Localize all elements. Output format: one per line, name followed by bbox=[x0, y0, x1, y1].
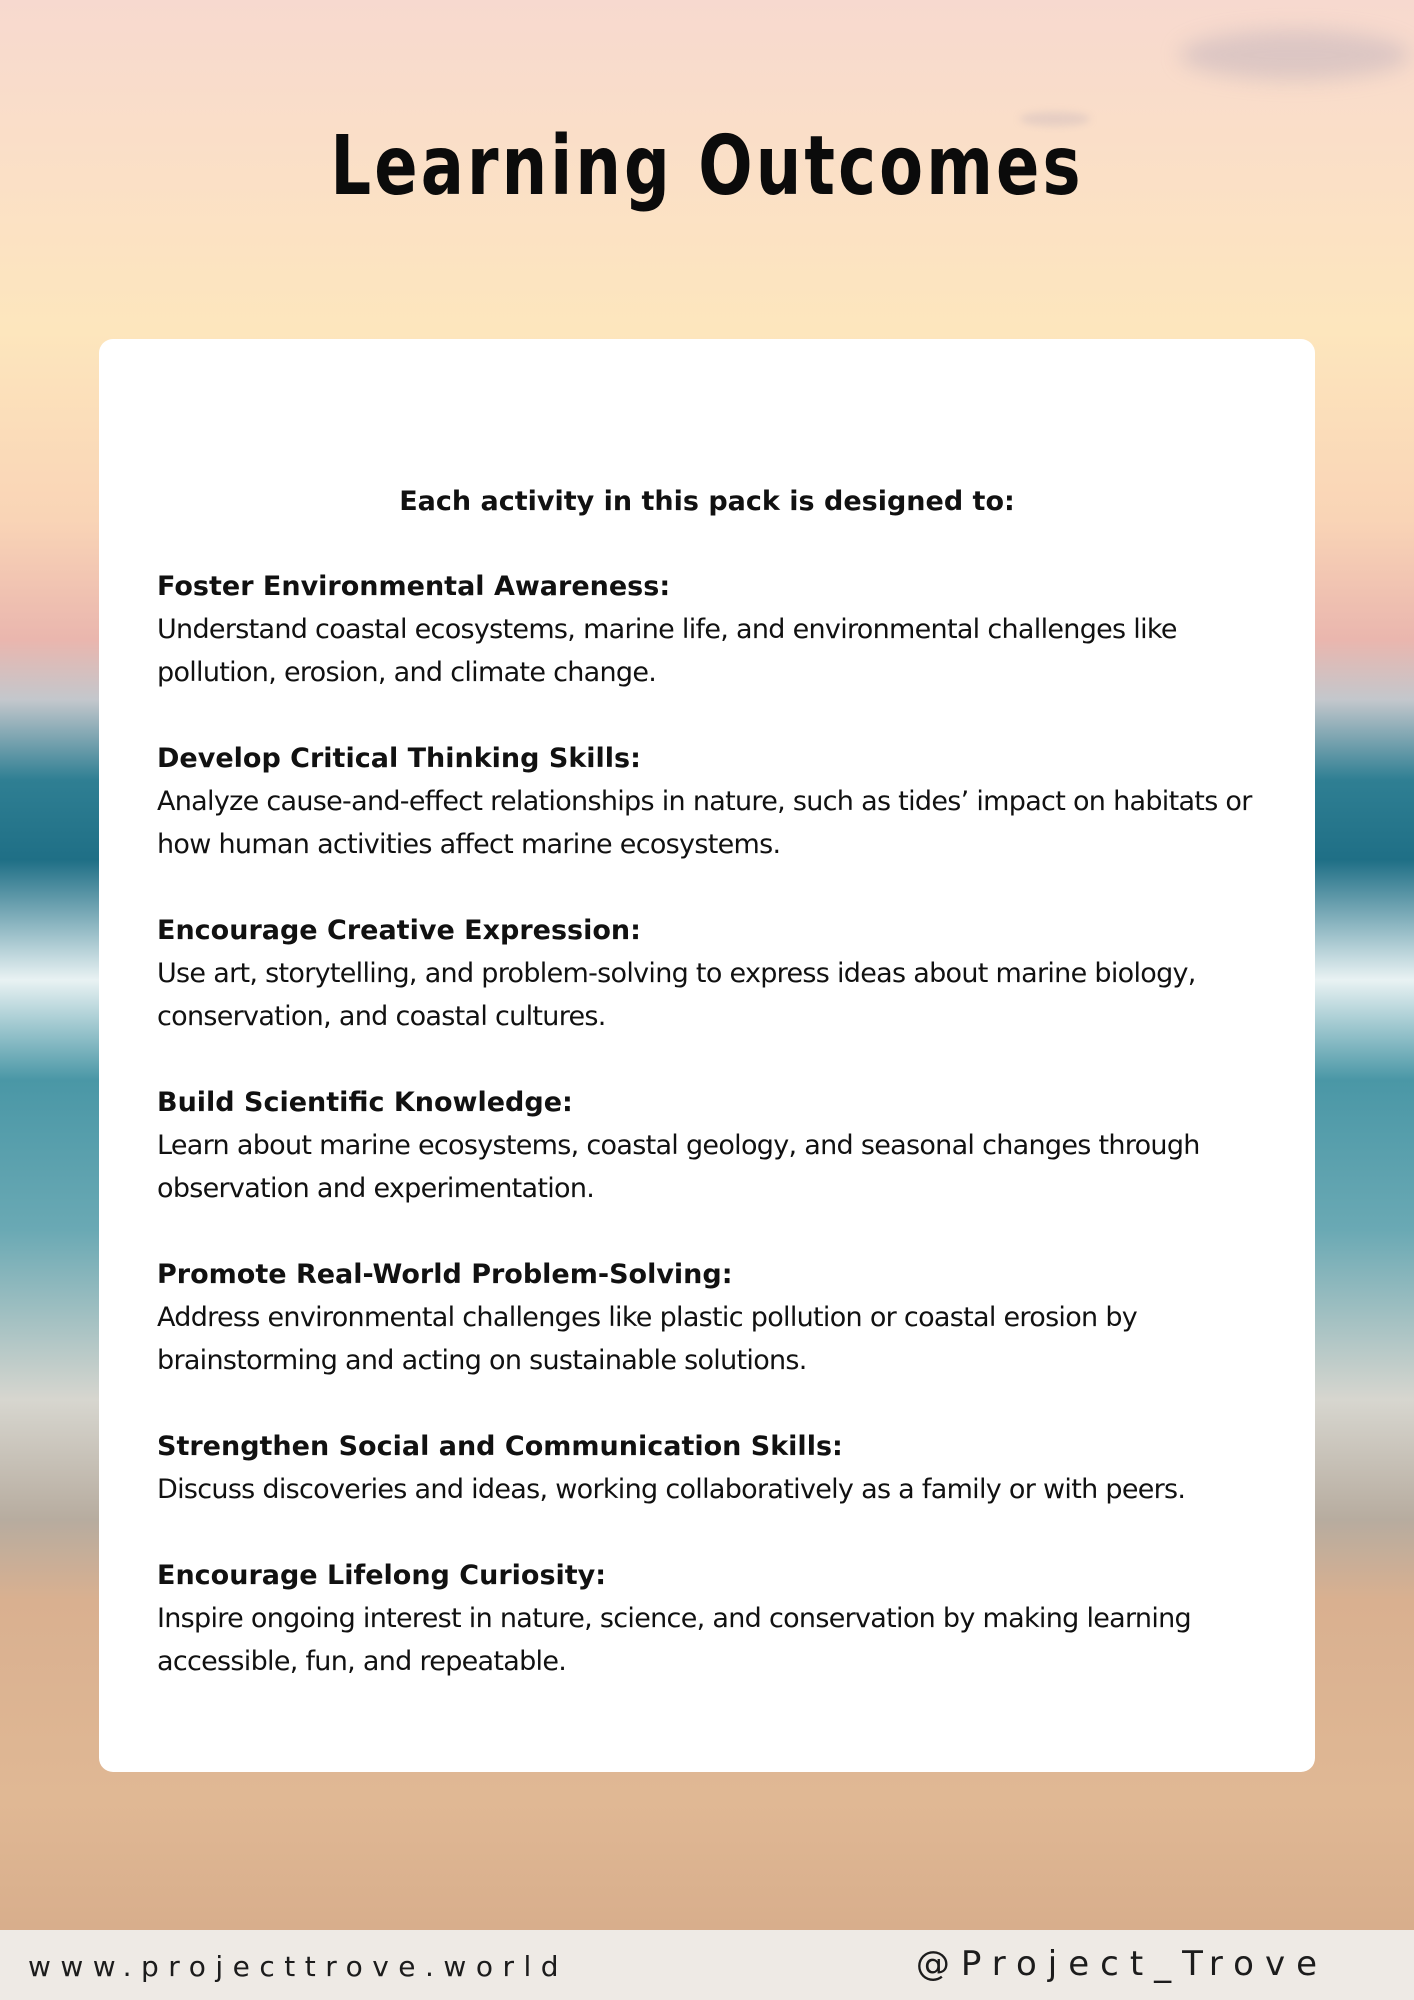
outcome-item bbox=[157, 1253, 1277, 1382]
intro-text: Each activity in this pack is designed to: bbox=[399, 486, 1015, 517]
cloud-decoration bbox=[1180, 30, 1410, 80]
page-title: Learning Outcomes bbox=[330, 119, 1084, 214]
outcome-description: Learn about marine ecosystems, coastal geology, and seasonal changes through observation and experimentation. bbox=[157, 1130, 1200, 1204]
outcome-description: Address environmental challenges like plastic pollution or coastal erosion by brainstorming and acting on sustainable solutions. bbox=[157, 1302, 1138, 1376]
website-link[interactable]: www.projecttrove.world bbox=[28, 1950, 569, 1983]
outcome-item bbox=[157, 1554, 1277, 1683]
footer-bar bbox=[0, 1930, 1414, 2000]
outcome-description: Inspire ongoing interest in nature, science, and conservation by making learning accessible, fun, and repeatable. bbox=[157, 1603, 1191, 1677]
outcome-description: Understand coastal ecosystems, marine life, and environmental challenges like pollution, erosion, and climate change. bbox=[157, 614, 1177, 688]
outcome-item bbox=[157, 737, 1277, 866]
outcome-heading: Encourage Creative Expression: bbox=[157, 915, 641, 946]
outcome-item bbox=[157, 909, 1277, 1038]
outcome-item bbox=[157, 1425, 1277, 1511]
outcome-heading: Foster Environmental Awareness: bbox=[157, 571, 671, 602]
outcome-heading: Promote Real-World Problem-Solving: bbox=[157, 1259, 733, 1290]
outcome-heading: Encourage Lifelong Curiosity: bbox=[157, 1560, 607, 1591]
outcome-description: Discuss discoveries and ideas, working collaboratively as a family or with peers. bbox=[157, 1474, 1186, 1505]
content-card bbox=[99, 339, 1315, 1772]
outcome-heading: Develop Critical Thinking Skills: bbox=[157, 743, 641, 774]
outcome-heading: Build Scientific Knowledge: bbox=[157, 1087, 573, 1118]
outcome-item bbox=[157, 1081, 1277, 1210]
outcome-description: Use art, storytelling, and problem-solving to express ideas about marine biology, conservation, and coastal cultures. bbox=[157, 958, 1196, 1032]
social-handle: @Project_Trove bbox=[915, 1944, 1328, 1984]
outcomes-list bbox=[157, 565, 1277, 1726]
outcome-description: Analyze cause-and-effect relationships in nature, such as tides’ impact on habitats or how human activities affect marine ecosystems. bbox=[157, 786, 1252, 860]
outcome-item bbox=[157, 565, 1277, 694]
outcome-heading: Strengthen Social and Communication Skills: bbox=[157, 1431, 843, 1462]
